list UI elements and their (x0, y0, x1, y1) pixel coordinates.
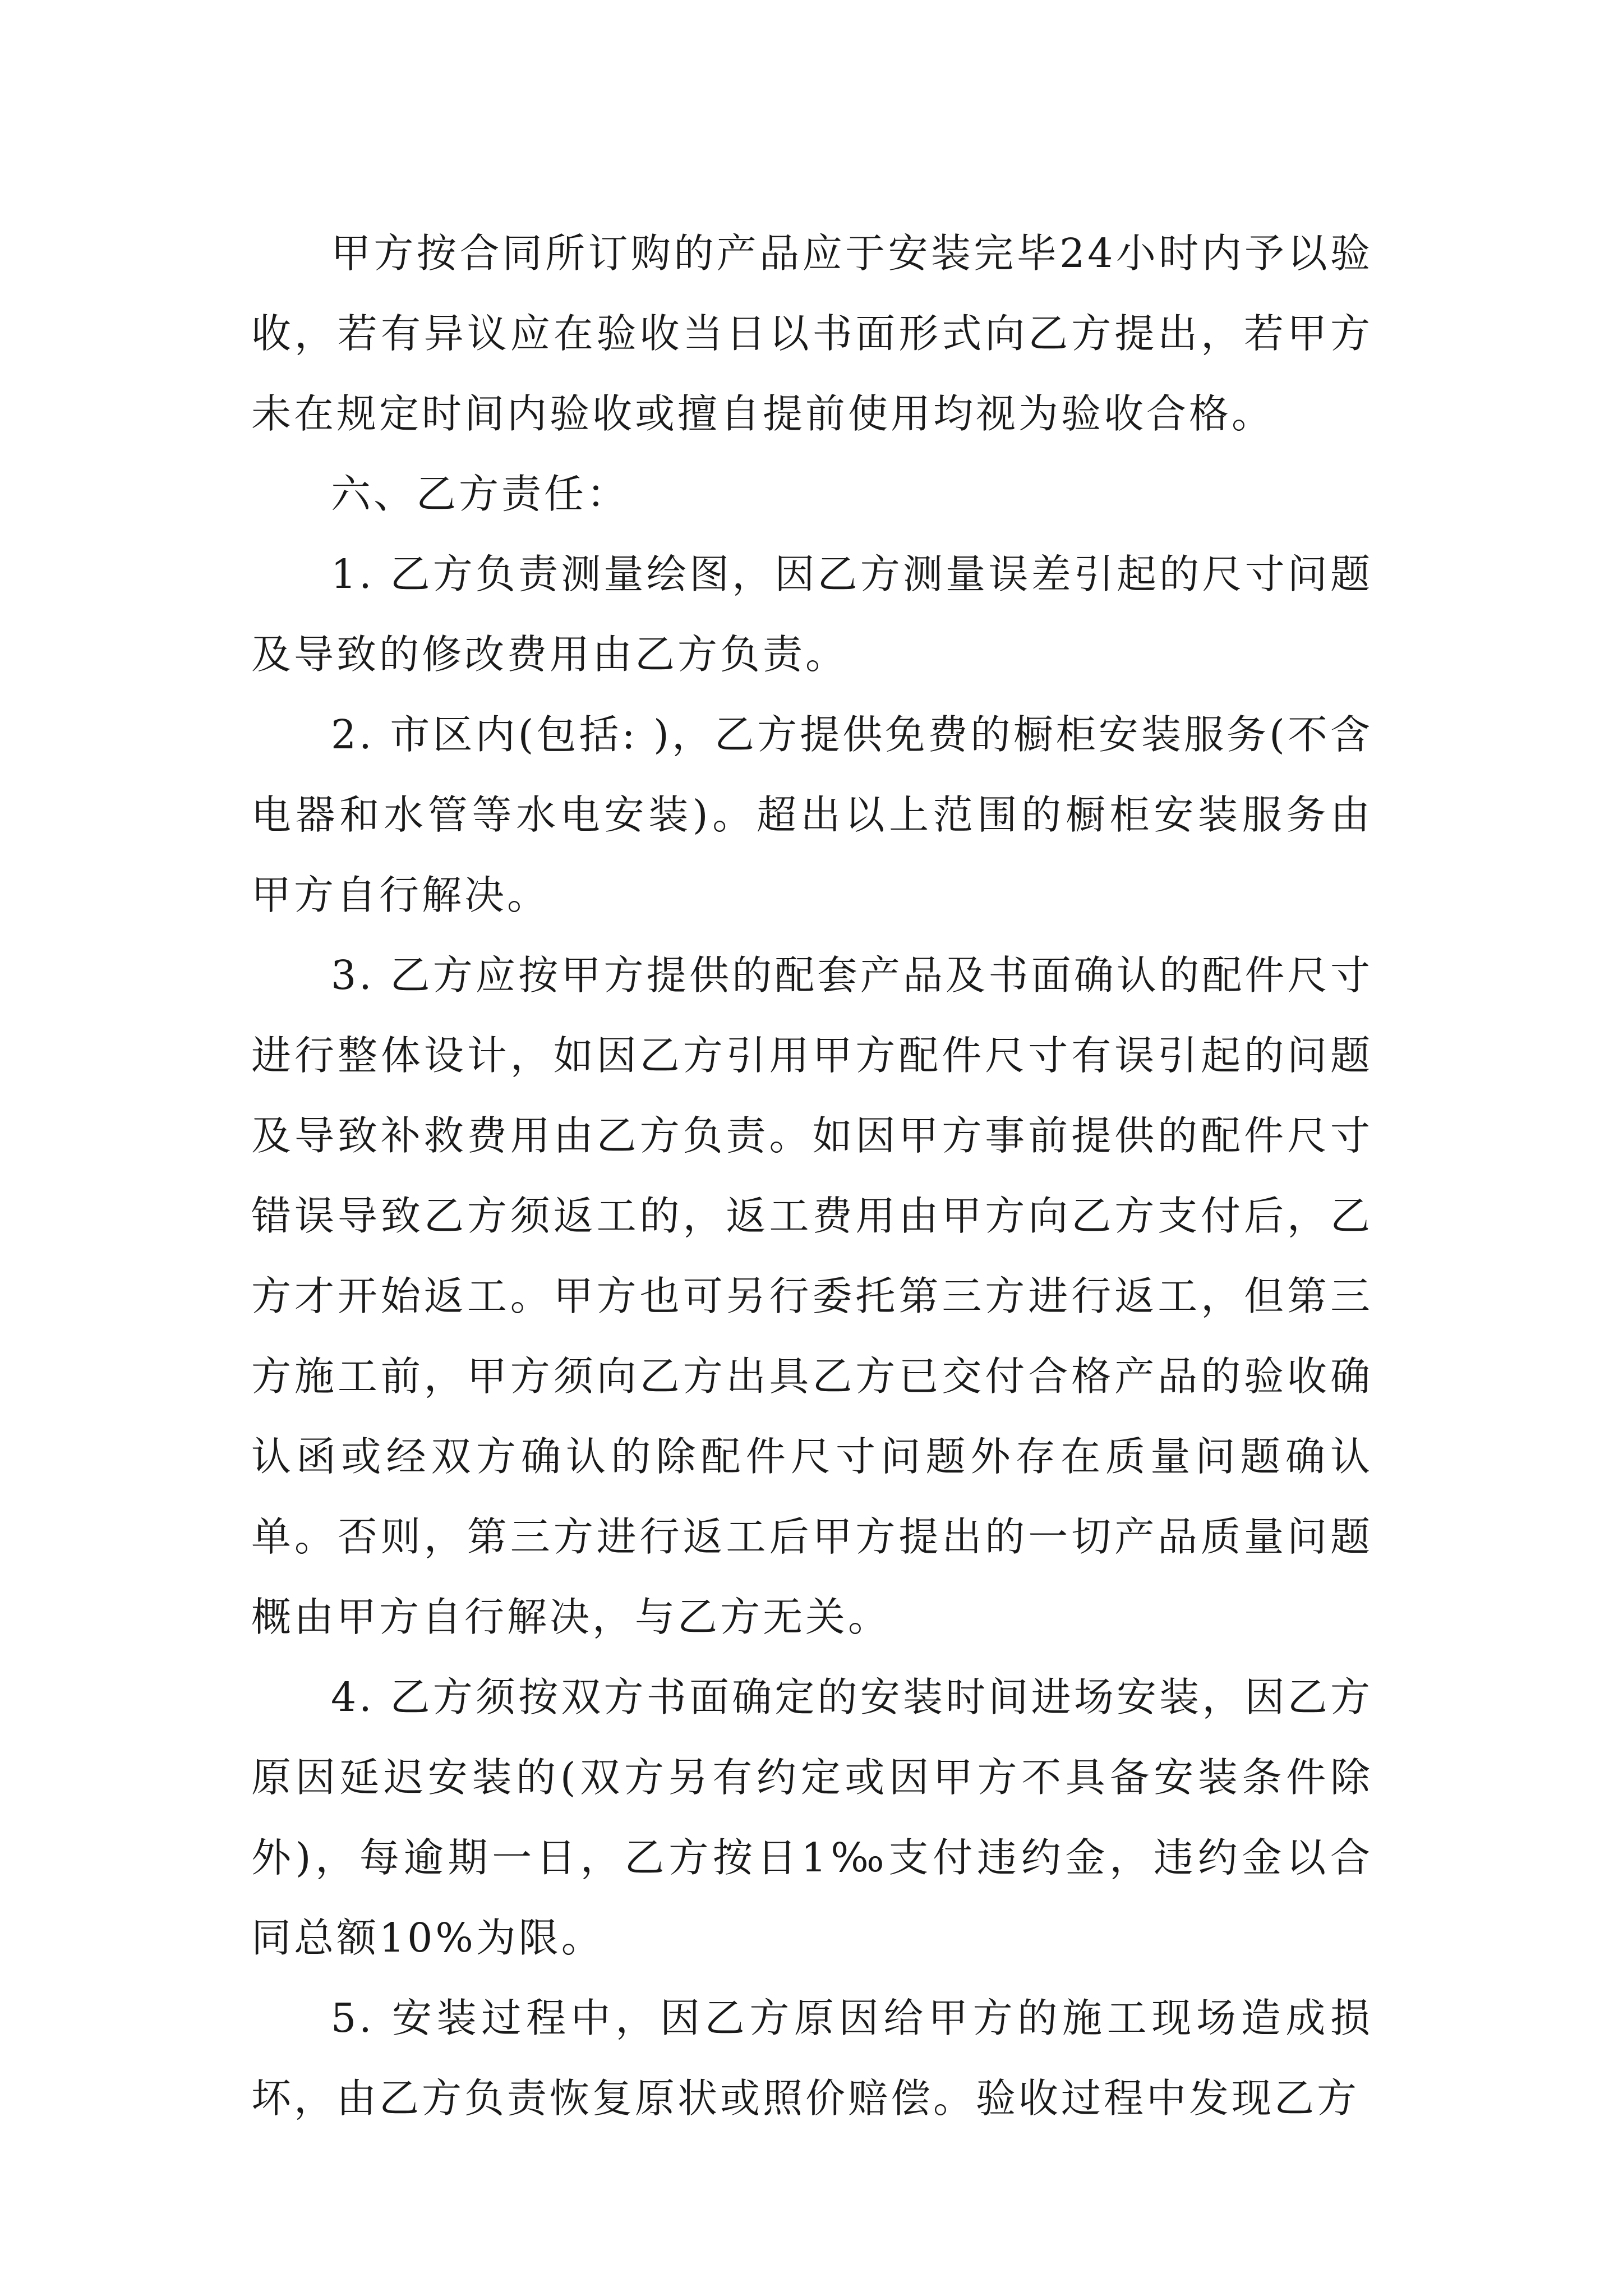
clause-4-installation-delay: 4. 乙方须按双方书面确定的安装时间进场安装，因乙方原因延迟安装的(双方另有约定或因甲方不具备安装条件除外)，每逾期一日，乙方按日1‰支付违约金，违约金以合同总额10%为限。 (251, 1674, 1373, 1961)
document-body (251, 213, 1373, 2138)
clause-3-design-and-rework: 3. 乙方应按甲方提供的配套产品及书面确认的配件尺寸进行整体设计，如因乙方引用甲方配件尺寸有误引起的问题及导致补救费用由乙方负责。如因甲方事前提供的配件尺寸错误导致乙方须返工的，返工费用由甲方向乙方支付后，乙方才开始返工。甲方也可另行委托第三方进行返工，但第三方施工前，甲方须向乙方出具乙方已交付合格产品的验收确认函或经双方确认的除配件尺寸问题外存在质量问题确认单。否则，第三方进行返工后甲方提出的一切产品质量问题概由甲方自行解决，与乙方无关。 (251, 952, 1373, 1640)
clause-5-site-damage: 5. 安装过程中，因乙方原因给甲方的施工现场造成损坏，由乙方负责恢复原状或照价赔偿。验收过程中发现乙方 (251, 1995, 1373, 2122)
section-heading-party-b-responsibility: 六、乙方责任： (331, 471, 630, 517)
paragraph-acceptance: 甲方按合同所订购的产品应于安装完毕24小时内予以验收，若有异议应在验收当日以书面形式向乙方提出，若甲方未在规定时间内验收或擅自提前使用均视为验收合格。 (251, 230, 1373, 437)
clause-2-installation-service: 2. 市区内(包括: )，乙方提供免费的橱柜安装服务(不含电器和水管等水电安装)。超出以上范围的橱柜安装服务由甲方自行解决。 (251, 711, 1373, 918)
clause-1-measurement: 1. 乙方负责测量绘图，因乙方测量误差引起的尺寸问题及导致的修改费用由乙方负责。 (251, 551, 1373, 678)
